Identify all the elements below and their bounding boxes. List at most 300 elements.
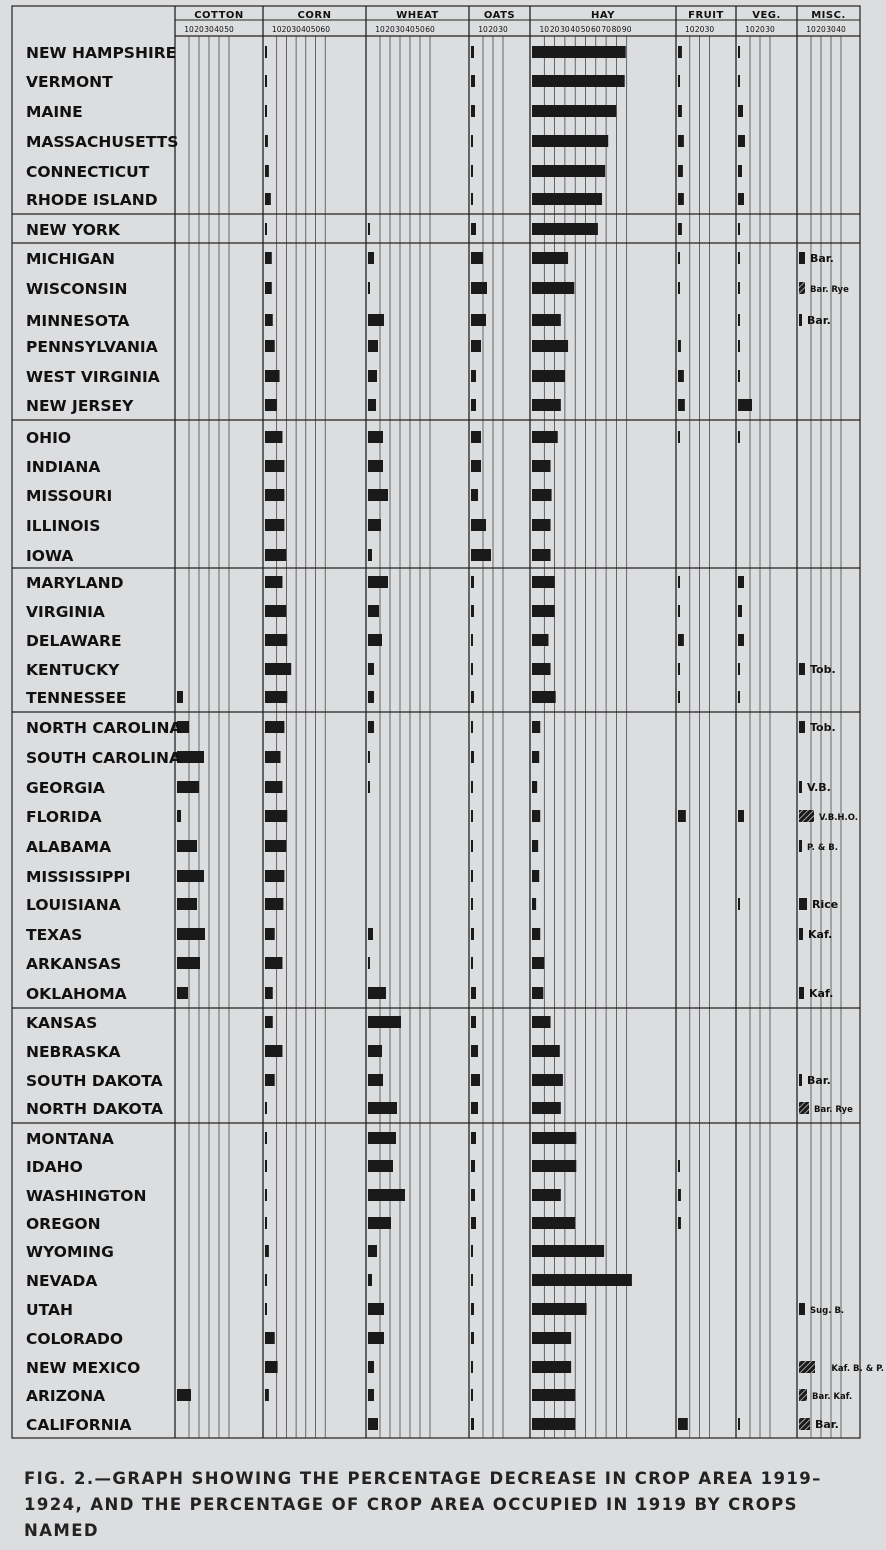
tick-label-wheat: 50 — [415, 25, 425, 34]
tick-label-misc: 10 — [806, 25, 816, 34]
misc-crop-label: Kaf. — [809, 987, 834, 1000]
bar-wheat — [368, 1045, 382, 1057]
state-label: TEXAS — [26, 926, 83, 944]
bar-oats — [471, 634, 473, 646]
bar-cotton — [177, 1389, 191, 1401]
bar-wheat — [368, 1160, 393, 1172]
state-label: FLORIDA — [26, 808, 102, 826]
bar-oats — [471, 1189, 475, 1201]
state-label: UTAH — [26, 1301, 73, 1319]
bar-wheat — [368, 282, 370, 294]
bar-fruit — [678, 605, 680, 617]
bar-corn — [265, 105, 267, 117]
bar-corn — [265, 1217, 267, 1229]
state-label: MARYLAND — [26, 574, 124, 592]
bar-corn — [265, 252, 272, 264]
bar-veg — [738, 252, 740, 264]
misc-crop-label: Sug. B. — [810, 1306, 845, 1316]
bar-fruit — [678, 223, 682, 235]
figure-caption: FIG. 2.—GRAPH SHOWING THE PERCENTAGE DECREASE IN CROP AREA 1919–1924, AND THE PERCENTAGE OF CROP AREA OCCUPIED IN 1919 BY CROPS NAMED — [24, 1469, 822, 1540]
tick-label-fruit: 30 — [704, 25, 715, 34]
bar-wheat — [368, 1132, 396, 1144]
state-label: NORTH DAKOTA — [26, 1100, 164, 1118]
bar-fruit — [678, 75, 680, 87]
bar-veg — [738, 663, 740, 675]
bar-wheat — [368, 1189, 405, 1201]
tick-label-wheat: 60 — [425, 25, 435, 34]
bar-corn — [265, 870, 284, 882]
bar-misc — [799, 928, 803, 940]
bar-hay — [532, 957, 544, 969]
bar-fruit — [678, 46, 682, 58]
bar-misc — [799, 1361, 815, 1373]
bar-corn — [265, 1132, 267, 1144]
bar-misc — [799, 314, 802, 326]
tick-label-fruit: 20 — [694, 25, 705, 34]
bar-veg — [738, 282, 740, 294]
bar-hay — [532, 898, 536, 910]
tick-label-corn: 60 — [320, 25, 330, 34]
bar-wheat — [368, 987, 386, 999]
bar-hay — [532, 46, 626, 58]
bar-hay — [532, 1102, 561, 1114]
bar-corn — [265, 663, 291, 675]
bar-wheat — [368, 576, 388, 588]
bar-hay — [532, 1389, 575, 1401]
bar-corn — [265, 135, 268, 147]
bar-oats — [471, 1045, 478, 1057]
bar-corn — [265, 1189, 267, 1201]
bar-corn — [265, 431, 282, 443]
bar-fruit — [678, 810, 686, 822]
crop-header-veg: VEG. — [752, 10, 781, 21]
crop-header-hay: HAY — [591, 10, 615, 21]
bar-oats — [471, 282, 487, 294]
bar-wheat — [368, 751, 370, 763]
bar-wheat — [368, 1418, 378, 1430]
bar-wheat — [368, 314, 384, 326]
bar-corn — [265, 399, 277, 411]
bar-corn — [265, 519, 284, 531]
bar-hay — [532, 810, 540, 822]
bar-cotton — [177, 957, 200, 969]
bar-hay — [532, 399, 561, 411]
bar-veg — [738, 431, 740, 443]
bar-cotton — [177, 781, 199, 793]
bar-corn — [265, 840, 286, 852]
bar-corn — [265, 1303, 267, 1315]
tick-label-wheat: 30 — [395, 25, 405, 34]
bar-wheat — [368, 781, 370, 793]
bar-hay — [532, 460, 551, 472]
bar-hay — [532, 314, 561, 326]
state-label: INDIANA — [26, 458, 101, 476]
tick-label-cotton: 30 — [204, 25, 214, 34]
bar-veg — [738, 1418, 740, 1430]
bar-corn — [265, 810, 287, 822]
state-label: VERMONT — [26, 73, 113, 91]
state-label: SOUTH DAKOTA — [26, 1072, 163, 1090]
bar-wheat — [368, 399, 376, 411]
bar-corn — [265, 1016, 273, 1028]
misc-crop-label: Tob. — [810, 721, 836, 734]
bar-corn — [265, 223, 267, 235]
bar-fruit — [678, 1160, 680, 1172]
bar-oats — [471, 105, 475, 117]
bar-wheat — [368, 460, 383, 472]
bar-wheat — [368, 1361, 374, 1373]
bar-misc — [799, 1303, 805, 1315]
bar-oats — [471, 431, 481, 443]
bar-hay — [532, 75, 625, 87]
state-label: WEST VIRGINIA — [26, 368, 160, 386]
state-label: NEW YORK — [26, 221, 120, 239]
bar-fruit — [678, 1189, 681, 1201]
bar-hay — [532, 1074, 563, 1086]
state-label: NEVADA — [26, 1272, 98, 1290]
bar-misc — [799, 663, 805, 675]
bar-oats — [471, 370, 476, 382]
bar-oats — [471, 165, 473, 177]
state-label: NEW MEXICO — [26, 1359, 141, 1377]
tick-label-wheat: 10 — [375, 25, 385, 34]
bar-cotton — [177, 751, 204, 763]
misc-crop-label: Bar. — [807, 1074, 831, 1087]
misc-crop-label: Bar. Kaf. — [812, 1392, 853, 1402]
bar-veg — [738, 340, 740, 352]
tick-label-wheat: 40 — [405, 25, 415, 34]
bar-wheat — [368, 370, 377, 382]
bar-veg — [738, 399, 752, 411]
bar-fruit — [678, 193, 684, 205]
bar-hay — [532, 193, 602, 205]
bar-corn — [265, 987, 273, 999]
bar-wheat — [368, 1389, 374, 1401]
bar-veg — [738, 605, 742, 617]
tick-label-corn: 50 — [310, 25, 321, 34]
state-label: IOWA — [26, 547, 74, 565]
misc-crop-label: Bar. Rye — [814, 1105, 853, 1115]
bar-oats — [471, 489, 478, 501]
bar-hay — [532, 1418, 575, 1430]
crop-header-misc: MISC. — [811, 10, 846, 21]
bar-oats — [471, 751, 474, 763]
bar-misc — [799, 1389, 807, 1401]
bar-fruit — [678, 282, 680, 294]
bar-fruit — [678, 634, 684, 646]
bar-oats — [471, 1332, 474, 1344]
bar-oats — [471, 75, 475, 87]
bar-hay — [532, 282, 574, 294]
state-label: PENNSYLVANIA — [26, 338, 158, 356]
bar-corn — [265, 1361, 278, 1373]
tick-label-oats: 10 — [478, 25, 488, 34]
bar-wheat — [368, 957, 370, 969]
state-label: WASHINGTON — [26, 1187, 147, 1205]
tick-label-hay: 50 — [580, 25, 591, 34]
bar-wheat — [368, 634, 382, 646]
bar-misc — [799, 1418, 810, 1430]
tick-label-hay: 10 — [539, 25, 550, 34]
tick-label-misc: 20 — [816, 25, 826, 34]
state-label: GEORGIA — [26, 779, 105, 797]
bar-wheat — [368, 431, 383, 443]
state-label: MINNESOTA — [26, 312, 130, 330]
bar-wheat — [368, 691, 374, 703]
bar-oats — [471, 46, 474, 58]
state-label: IDAHO — [26, 1158, 83, 1176]
tick-label-hay: 70 — [601, 25, 611, 34]
bar-hay — [532, 519, 551, 531]
bar-corn — [265, 1045, 282, 1057]
bar-corn — [265, 282, 272, 294]
bar-oats — [471, 1245, 473, 1257]
bar-corn — [265, 314, 273, 326]
misc-crop-label: P. & B. — [807, 843, 838, 853]
tick-label-corn: 10 — [271, 25, 282, 34]
bar-hay — [532, 223, 598, 235]
bar-misc — [799, 1074, 802, 1086]
state-label: OKLAHOMA — [26, 985, 127, 1003]
state-label: WISCONSIN — [26, 280, 128, 298]
bar-oats — [471, 898, 473, 910]
bar-oats — [471, 1160, 475, 1172]
bar-veg — [738, 223, 740, 235]
crop-header-cotton: COTTON — [194, 10, 244, 21]
bar-oats — [471, 399, 476, 411]
state-label: OREGON — [26, 1215, 101, 1233]
bar-corn — [265, 928, 275, 940]
bar-corn — [265, 721, 284, 733]
bar-corn — [265, 576, 282, 588]
tick-label-hay: 40 — [570, 25, 580, 34]
bar-wheat — [368, 1016, 401, 1028]
bar-veg — [738, 898, 740, 910]
bar-oats — [471, 1217, 476, 1229]
bar-oats — [471, 987, 476, 999]
tick-label-corn: 30 — [291, 25, 301, 34]
bar-oats — [471, 1418, 474, 1430]
bar-corn — [265, 605, 286, 617]
tick-label-hay: 60 — [591, 25, 601, 34]
bar-oats — [471, 1274, 473, 1286]
bar-wheat — [368, 519, 381, 531]
bar-oats — [471, 576, 474, 588]
bar-fruit — [678, 1217, 681, 1229]
crop-header-oats: OATS — [483, 10, 516, 21]
bar-cotton — [177, 691, 183, 703]
state-label: MONTANA — [26, 1130, 114, 1148]
state-label: ARKANSAS — [26, 955, 122, 973]
bar-hay — [532, 1245, 604, 1257]
bar-oats — [471, 314, 486, 326]
bar-wheat — [368, 1217, 391, 1229]
bar-corn — [265, 1332, 275, 1344]
state-label: MISSISSIPPI — [26, 868, 131, 886]
bar-oats — [471, 840, 473, 852]
state-label: MICHIGAN — [26, 250, 115, 268]
state-label: MASSACHUSETTS — [26, 133, 179, 151]
bar-wheat — [368, 1102, 397, 1114]
bar-cotton — [177, 870, 204, 882]
bar-hay — [532, 1016, 551, 1028]
bar-oats — [471, 1102, 478, 1114]
tick-label-fruit: 10 — [685, 25, 695, 34]
tick-label-cotton: 10 — [184, 25, 194, 34]
bar-corn — [265, 75, 267, 87]
tick-label-misc: 40 — [836, 25, 846, 34]
bar-misc — [799, 1102, 809, 1114]
state-label: OHIO — [26, 429, 72, 447]
bar-wheat — [368, 223, 370, 235]
bar-cotton — [177, 810, 181, 822]
state-label: LOUISIANA — [26, 896, 121, 914]
bar-fruit — [678, 576, 680, 588]
state-label: NEBRASKA — [26, 1043, 121, 1061]
bar-oats — [471, 1303, 474, 1315]
bar-hay — [532, 1132, 576, 1144]
bar-hay — [532, 1189, 561, 1201]
tick-label-veg: 20 — [755, 25, 765, 34]
state-label: RHODE ISLAND — [26, 191, 158, 209]
state-label: NORTH CAROLINA — [26, 719, 182, 737]
bar-hay — [532, 1217, 575, 1229]
bar-oats — [471, 340, 481, 352]
bar-oats — [471, 223, 476, 235]
bar-fruit — [678, 691, 680, 703]
misc-crop-label: V.B. — [807, 781, 831, 794]
tick-label-hay: 30 — [560, 25, 570, 34]
bar-fruit — [678, 105, 682, 117]
bar-wheat — [368, 340, 378, 352]
bar-hay — [532, 135, 608, 147]
bar-misc — [799, 781, 802, 793]
bar-hay — [532, 987, 543, 999]
bar-corn — [265, 898, 283, 910]
bar-corn — [265, 370, 280, 382]
bar-corn — [265, 46, 267, 58]
bar-hay — [532, 252, 568, 264]
bar-corn — [265, 781, 282, 793]
bar-hay — [532, 721, 540, 733]
bar-misc — [799, 282, 805, 294]
bar-oats — [471, 1074, 480, 1086]
state-label: TENNESSEE — [26, 689, 127, 707]
bar-oats — [471, 721, 473, 733]
bar-corn — [265, 1245, 269, 1257]
bar-veg — [738, 314, 740, 326]
bar-misc — [799, 252, 805, 264]
tick-label-oats: 20 — [488, 25, 498, 34]
bar-veg — [738, 576, 744, 588]
misc-crop-label: Bar. — [810, 252, 834, 265]
bar-veg — [738, 105, 743, 117]
crop-header-wheat: WHEAT — [396, 10, 439, 21]
bar-corn — [265, 1074, 275, 1086]
state-label: MISSOURI — [26, 487, 113, 505]
bar-veg — [738, 165, 742, 177]
bar-misc — [799, 987, 804, 999]
state-label: NEW JERSEY — [26, 397, 134, 415]
bar-hay — [532, 634, 548, 646]
bar-hay — [532, 1045, 560, 1057]
bar-oats — [471, 1132, 476, 1144]
bar-cotton — [177, 840, 197, 852]
bar-hay — [532, 340, 568, 352]
bar-hay — [532, 165, 605, 177]
bar-veg — [738, 193, 744, 205]
bar-wheat — [368, 489, 388, 501]
bars — [177, 46, 815, 1430]
state-label: ARIZONA — [26, 1387, 106, 1405]
tick-label-veg: 30 — [765, 25, 775, 34]
bar-cotton — [177, 987, 188, 999]
bar-wheat — [368, 663, 374, 675]
bar-hay — [532, 605, 555, 617]
bar-fruit — [678, 399, 685, 411]
bar-wheat — [368, 605, 379, 617]
crop-headers — [184, 10, 846, 34]
bar-fruit — [678, 1418, 688, 1430]
state-label: ILLINOIS — [26, 517, 101, 535]
bar-veg — [738, 135, 745, 147]
bar-veg — [738, 75, 740, 87]
bar-corn — [265, 340, 275, 352]
bar-corn — [265, 460, 284, 472]
state-label: ALABAMA — [26, 838, 112, 856]
bar-oats — [471, 1016, 476, 1028]
bar-corn — [265, 165, 269, 177]
bar-oats — [471, 605, 474, 617]
bar-oats — [471, 810, 473, 822]
bar-hay — [532, 1332, 571, 1344]
bar-fruit — [678, 252, 680, 264]
bar-oats — [471, 781, 473, 793]
state-labels — [26, 44, 884, 1434]
bar-corn — [265, 691, 287, 703]
bar-hay — [532, 370, 565, 382]
bar-wheat — [368, 1332, 384, 1344]
bar-cotton — [177, 898, 197, 910]
state-label: MAINE — [26, 103, 83, 121]
tick-label-corn: 20 — [281, 25, 292, 34]
bar-oats — [471, 193, 473, 205]
state-label: KENTUCKY — [26, 661, 120, 679]
bar-hay — [532, 870, 539, 882]
bar-hay — [532, 1160, 576, 1172]
bar-hay — [532, 663, 551, 675]
bar-corn — [265, 1160, 267, 1172]
bar-misc — [799, 721, 805, 733]
bar-veg — [738, 370, 740, 382]
bar-cotton — [177, 928, 205, 940]
tick-label-hay: 20 — [549, 25, 560, 34]
bar-hay — [532, 105, 616, 117]
misc-crop-label: Bar. — [815, 1418, 839, 1431]
bar-veg — [738, 691, 740, 703]
bar-wheat — [368, 252, 374, 264]
bar-wheat — [368, 1303, 384, 1315]
bar-hay — [532, 1274, 632, 1286]
bar-veg — [738, 810, 744, 822]
bar-wheat — [368, 1074, 383, 1086]
bar-corn — [265, 1102, 267, 1114]
bar-veg — [738, 46, 740, 58]
bar-hay — [532, 751, 539, 763]
bar-fruit — [678, 370, 684, 382]
misc-crop-label: V.B.H.O. — [819, 813, 859, 823]
tick-label-hay: 80 — [611, 25, 622, 34]
